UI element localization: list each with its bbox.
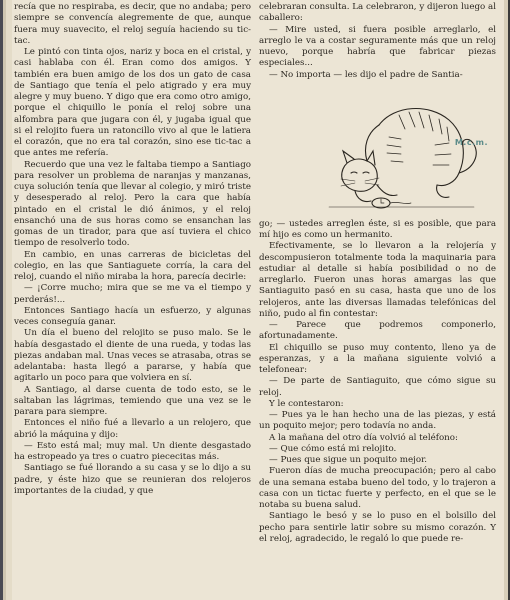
right-column (259, 2, 496, 545)
paragraph: Entonces el niño fué a llevarlo a un relojero, que abrió la máquina y dijo: (14, 418, 251, 440)
paragraph: Y le contestaron: (269, 398, 344, 409)
paragraph: — ¡Corre mucho; mira que se me va el tiempo y perderás!... (14, 283, 251, 305)
paragraph: Efectivamente, se lo llevaron a la relojería y descompusieron totalmente toda la maquinaria para estudiar al detalle si había posibilidad o no de arreglarlo. Fueron unas horas amargas las que Santiaguito pasó en su casa, hasta que uno de los relojeros, ante las diversas llamadas telefónicas del niño, pudo al fin contestar: (259, 241, 496, 319)
left-column (14, 2, 251, 497)
paragraph: — Pues ya le han hecho una de las piezas, y está un poquito mejor; pero todavía no anda. (259, 410, 496, 432)
paragraph: — Esto está mal; muy mal. Un diente desgastado ha estropeado ya tres o cuatro piececitas más. (14, 440, 251, 462)
paragraph: Recuerdo que una vez le faltaba tiempo a Santiago para resolver un problema de naranjas y manzanas, cuya solución tenía que llevar al colegio, y miró triste y desesperado al reloj. Pero la cara que había pintado en el cristal le dió ánimos, y el reloj ensanchó una de sus horas como se ensanchan las gomas de un tirador, para que así tuviera el chico tiempo de resolverlo todo. (14, 159, 251, 249)
paragraph: — De parte de Santiaguito, que cómo sigue su reloj. (259, 376, 496, 398)
paragraph: Le pintó con tinta ojos, nariz y boca en el cristal, y casi hablaba con él. Eran como dos amigos. Y también era buen amigo de los dos un gato de casa de Santiago que tenía el pelo atigrado y era muy alegre y muy bueno. Y digo que era como otro amigo, porque el chiquillo le ponía el reloj sobre una alfombra para que jugara con él, y jugaba igual que si el relojito fuera un ratoncillo vivo al que le latiera el corazón, que no era tal corazón, sino ese tic-tac a que antes me refería. (14, 47, 251, 159)
paragraph: Santiago se fué llorando a su casa y se lo dijo a su padre, y éste hizo que se reunieran dos relojeros importantes de la ciudad, y que (14, 463, 251, 496)
page-gutter (0, 0, 12, 600)
paragraph: A la mañana del otro día volvió al teléfono: (269, 432, 458, 443)
illustrator-signature: M.c.m. (454, 137, 488, 147)
paragraph: recía que no respiraba, es decir, que no andaba; pero siempre se convencía alegremente de que, aunque fuera muy suavecito, el reloj seguía haciendo su tic-tac. (14, 2, 251, 46)
paragraph: celebraran consulta. La celebraron, y dijeron luego al caballero: (259, 2, 496, 24)
paragraph: Santiago le besó y se lo puso en el bolsillo del pecho para sentirle latir sobre su mismo corazón. Y el reloj, agradecido, le regaló lo que puede re- (259, 511, 496, 544)
paragraph: Un día el bueno del relojito se puso malo. Se le había desgastado el diente de una rueda, y todas las piezas andaban mal. Unas veces se atrasaba, otras se adelantaba: hasta llegó a pararse, y había que agitarlo un poco para que volviera en sí. (14, 328, 251, 384)
paragraph: — No importa — les dijo el padre de Santia- (269, 69, 463, 80)
cat-playing-with-watch-illustration (259, 85, 496, 213)
paragraph: Fueron días de mucha preocupación; pero al cabo de una semana estaba bueno del todo, y lo trajeron a casa con un tictac fuerte y perfecto, en el que se le notaba su buena salud. (259, 466, 496, 510)
paragraph: En cambio, en unas carreras de bicicletas del colegio, en las que Santiaguete corría, la cara del reloj, cuando el niño miraba la hora, parecía decirle: (14, 249, 251, 282)
paragraph: go; — ustedes arreglen éste, si es posible, que para mí hijo es como un hermanito. (259, 218, 496, 240)
paragraph: — Que cómo está mi relojito. (269, 443, 397, 454)
cat-drawing (259, 85, 496, 213)
paragraph: Entonces Santiago hacía un esfuerzo, y algunas veces conseguía ganar. (14, 305, 251, 327)
paragraph: — Pues que sigue un poquito mejor. (269, 455, 428, 465)
paragraph: El chiquillo se puso muy contento, lleno ya de esperanzas, y a la mañana siguiente volvió a telefonear: (259, 342, 496, 375)
paragraph: A Santiago, al darse cuenta de todo esto, se le saltaban las lágrimas, temiendo que una vez se le parara para siempre. (14, 384, 251, 417)
page-edge (504, 0, 510, 600)
paragraph: — Mire usted, si fuera posible arreglarlo, el arreglo le va a costar seguramente más que un reloj nuevo, porque habría que fabricar piezas especiales... (259, 24, 496, 69)
paragraph: — Parece que podremos componerlo, afortunadamente. (259, 320, 496, 342)
